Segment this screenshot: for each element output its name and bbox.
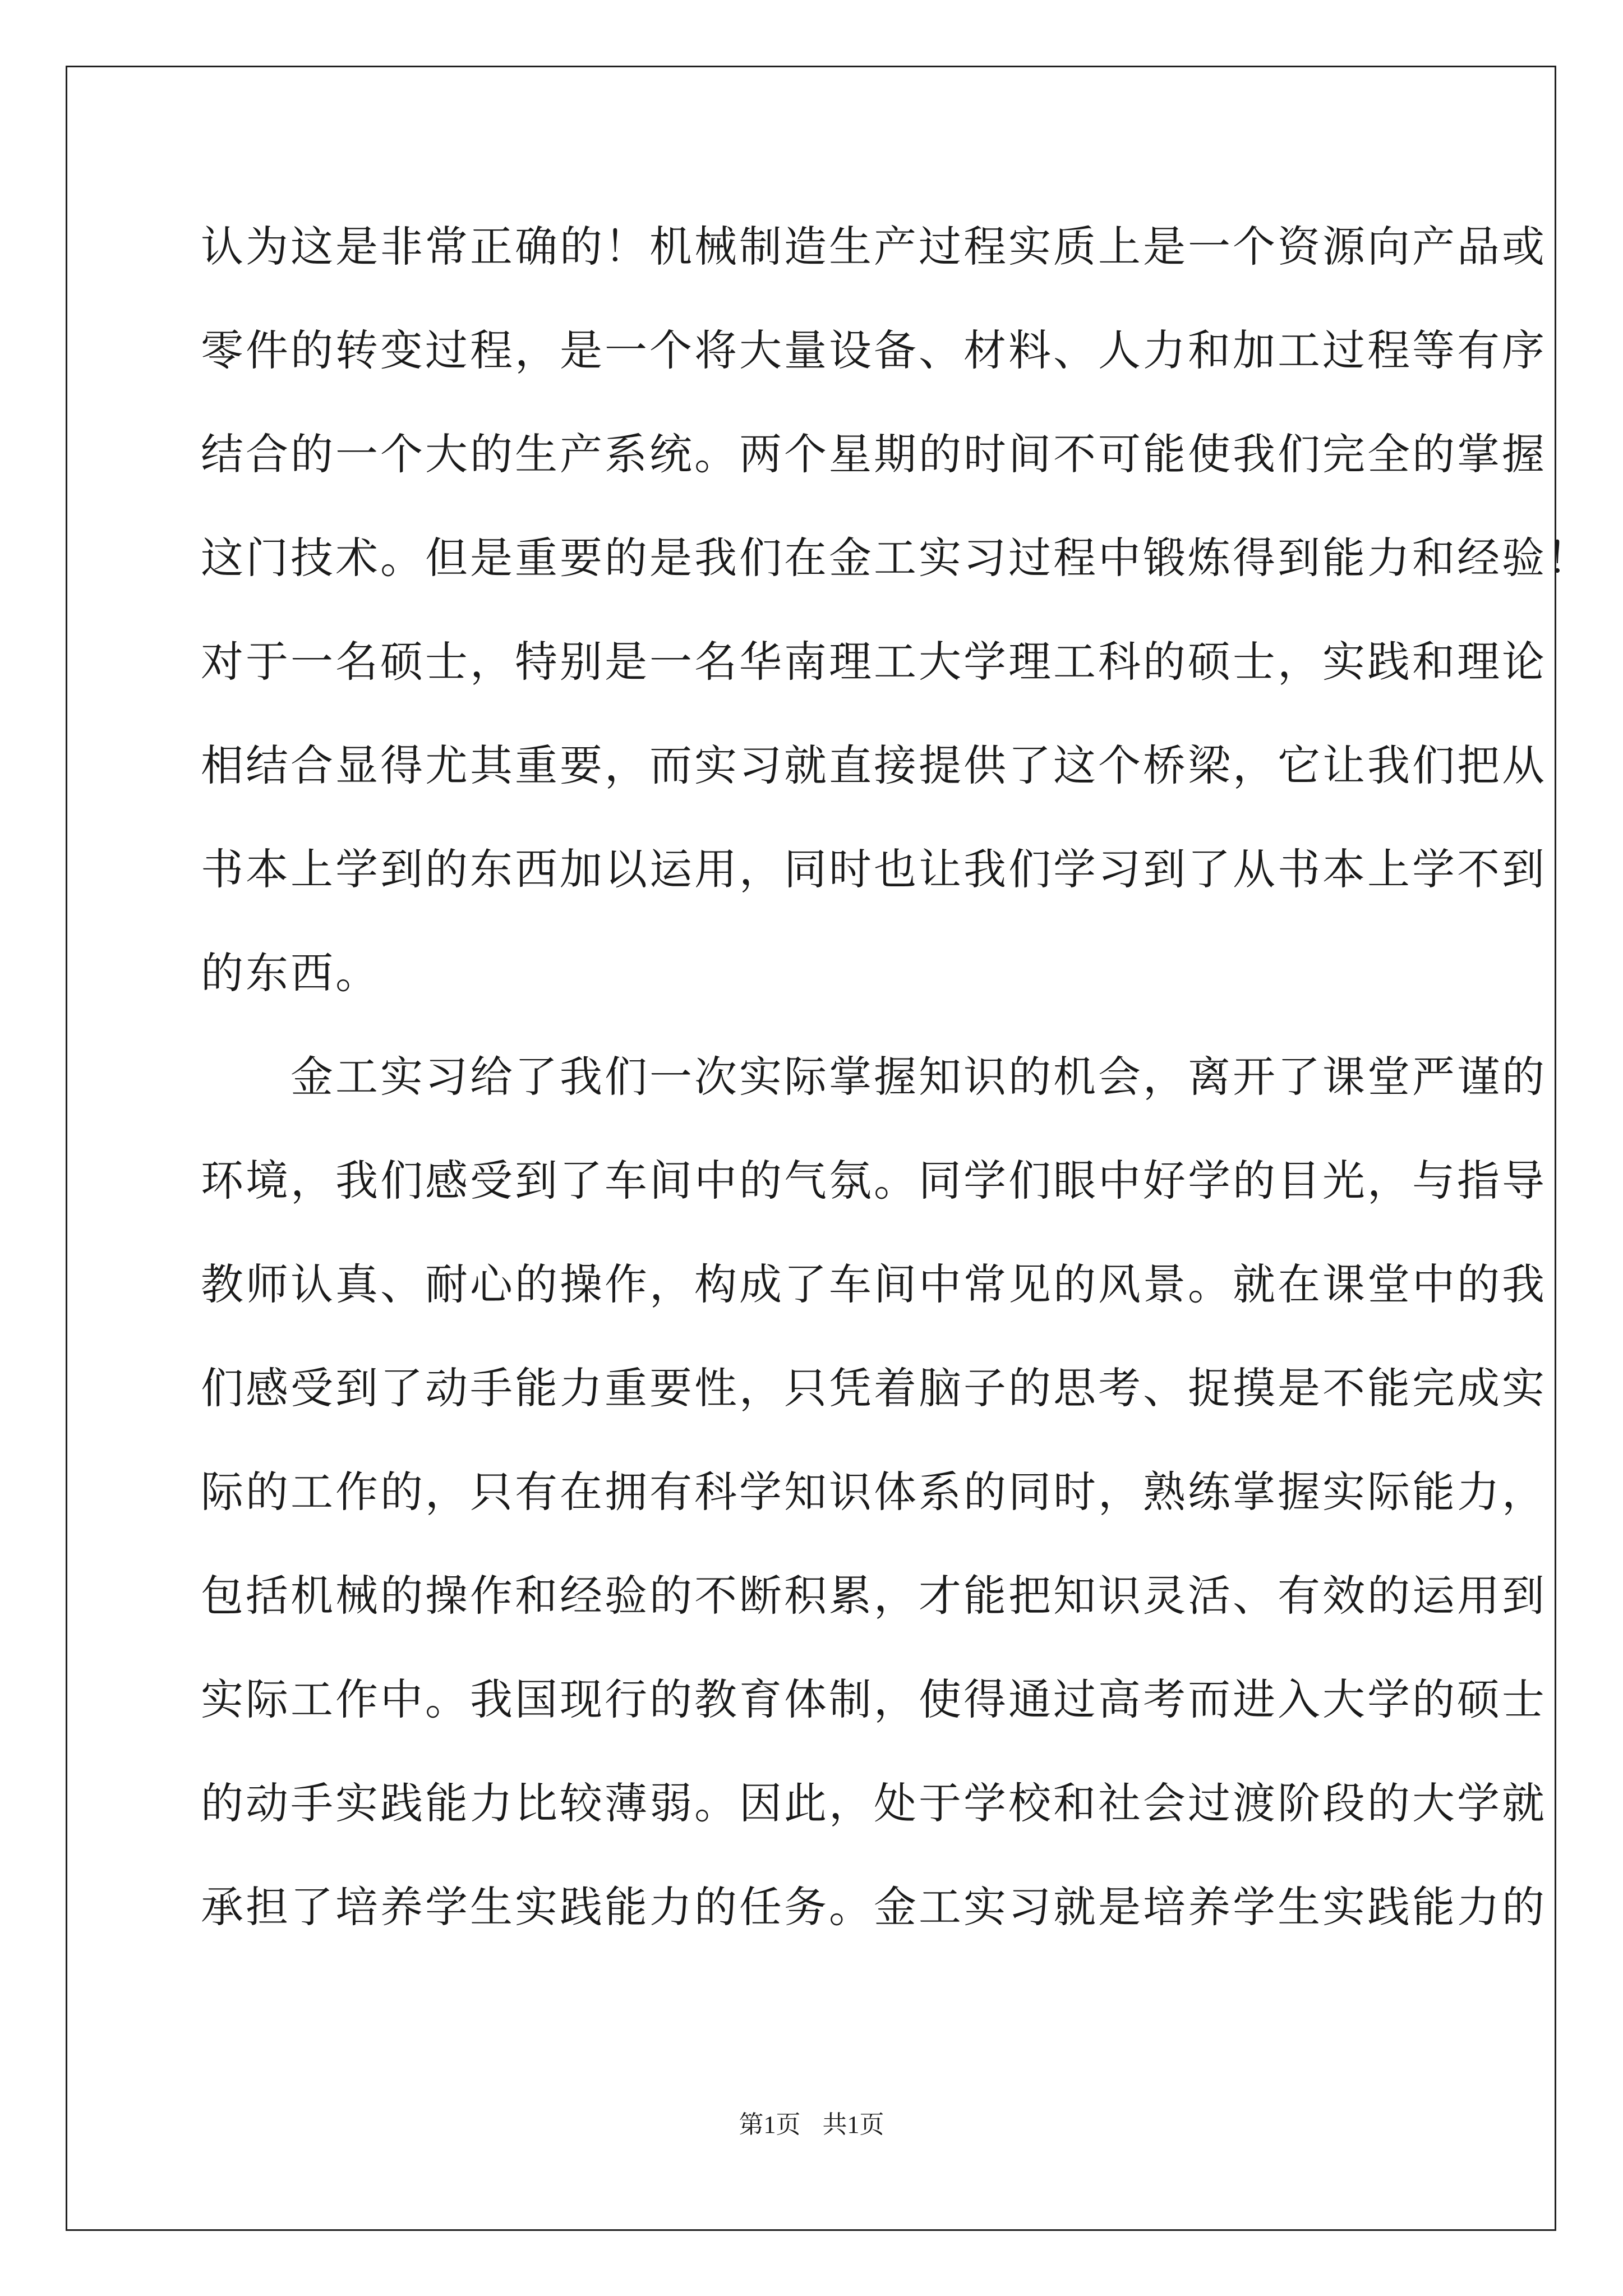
text-line: 的东西。 — [201, 948, 380, 998]
text-line: 对于一名硕士，特别是一名华南理工大学理工科的硕士，实践和理论 — [201, 637, 1547, 687]
text-line: 零件的转变过程，是一个将大量设备、材料、人力和加工过程等有序 — [201, 325, 1547, 375]
page-footer — [0, 2108, 1623, 2142]
text-line: 们感受到了动手能力重要性，只凭着脑子的思考、捉摸是不能完成实 — [201, 1363, 1547, 1413]
text-line: 金工实习给了我们一次实际掌握知识的机会，离开了课堂严谨的 — [201, 1052, 1547, 1102]
text-line: 教师认真、耐心的操作，构成了车间中常见的风景。就在课堂中的我 — [201, 1259, 1547, 1309]
text-line: 认为这是非常正确的！机械制造生产过程实质上是一个资源向产品或 — [201, 222, 1547, 272]
text-line: 相结合显得尤其重要，而实习就直接提供了这个桥梁，它让我们把从 — [201, 740, 1547, 790]
page-total: 共1页 — [822, 2111, 884, 2138]
text-line: 的动手实践能力比较薄弱。因此，处于学校和社会过渡阶段的大学就 — [201, 1778, 1547, 1828]
text-line: 际的工作的，只有在拥有科学知识体系的同时，熟练掌握实际能力， — [201, 1467, 1547, 1517]
text-line: 承担了培养学生实践能力的任务。金工实习就是培养学生实践能力的 — [201, 1882, 1547, 1932]
text-line: 结合的一个大的生产系统。两个星期的时间不可能使我们完全的掌握 — [201, 429, 1547, 479]
text-line: 这门技术。但是重要的是我们在金工实习过程中锻炼得到能力和经验！ — [201, 533, 1592, 583]
text-line: 环境，我们感受到了车间中的气氛。同学们眼中好学的目光，与指导 — [201, 1156, 1547, 1205]
text-line: 包括机械的操作和经验的不断积累，才能把知识灵活、有效的运用到 — [201, 1571, 1547, 1621]
page-number: 第1页 — [739, 2111, 801, 2138]
text-line: 书本上学到的东西加以运用，同时也让我们学习到了从书本上学不到 — [201, 844, 1547, 894]
text-line: 实际工作中。我国现行的教育体制，使得通过高考而进入大学的硕士 — [201, 1674, 1547, 1724]
